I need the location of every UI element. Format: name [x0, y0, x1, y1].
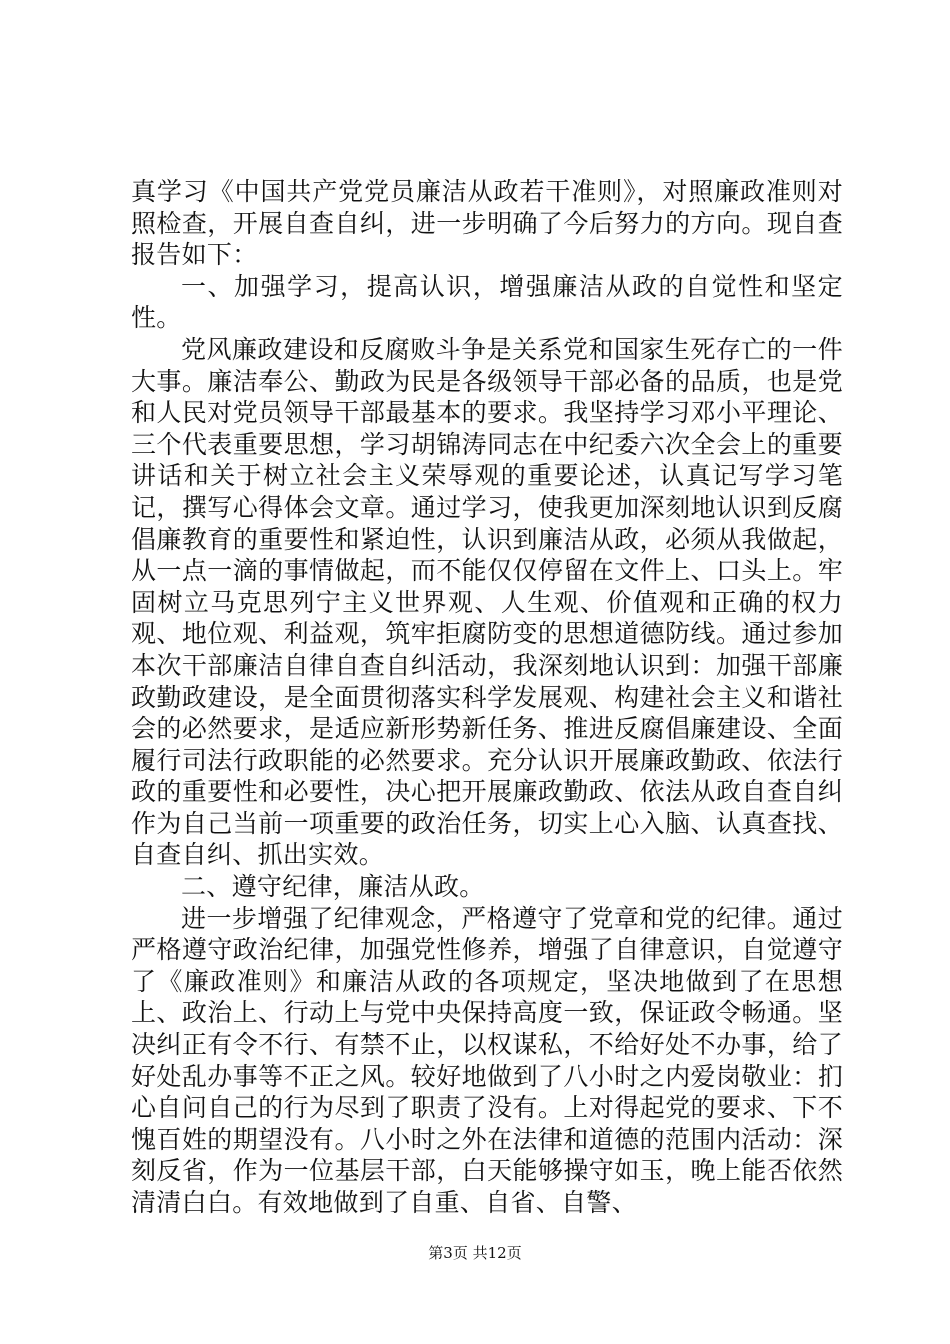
section-heading-2: 二、遵守纪律，廉洁从政。 — [181, 872, 485, 902]
paragraph-continuation: 真学习《中国共产党党员廉洁从政若干准则》，对照廉政准则对照检查，开展自查自纠，进一步明确了今后努力的方向。现自查报告如下： — [131, 177, 843, 270]
page-number: 第3页 共12页 — [428, 1244, 522, 1262]
document-body — [131, 176, 843, 1219]
paragraph-study: 党风廉政建设和反腐败斗争是关系党和国家生死存亡的一件大事。廉洁奉公、勤政为民是各级领导干部必备的品质，也是党和人民对党员领导干部最基本的要求。我坚持学习邓小平理论、三个代表重要思想，学习胡锦涛同志在中纪委六次全会上的重要讲话和关于树立社会主义荣辱观的重要论述，认真记写学习笔记，撰写心得体会文章。通过学习，使我更加深刻地认识到反腐倡廉教育的重要性和紧迫性，认识到廉洁从政，必须从我做起，从一点一滴的事情做起，而不能仅仅停留在文件上、口头上。牢固树立马克思列宁主义世界观、人生观、价值观和正确的权力观、地位观、利益观，筑牢拒腐防变的思想道德防线。通过参加本次干部廉洁自律自查自纠活动，我深刻地认识到：加强干部廉政勤政建设，是全面贯彻落实科学发展观、构建社会主义和谐社会的必然要求，是适应新形势新任务、推进反腐倡廉建设、全面履行司法行政职能的必然要求。充分认识开展廉政勤政、依法行政的重要性和必要性，决心把开展廉政勤政、依法从政自查自纠作为自己当前一项重要的政治任务，切实上心入脑、认真查找、自查自纠、抓出实效。 — [131, 334, 843, 870]
section-heading-1: 一、加强学习，提高认识，增强廉洁从政的自觉性和坚定性。 — [131, 271, 843, 333]
paragraph-discipline: 进一步增强了纪律观念，严格遵守了党章和党的纪律。通过严格遵守政治纪律，加强党性修养，增强了自律意识，自觉遵守了《廉政准则》和廉洁从政的各项规定，坚决地做到了在思想上、政治上、行动上与党中央保持高度一致，保证政令畅通。坚决纠正有令不行、有禁不止，以权谋私，不给好处不办事，给了好处乱办事等不正之风。较好地做到了八小时之内爱岗敬业：扪心自问自己的行为尽到了职责了没有。上对得起党的要求、下不愧百姓的期望没有。八小时之外在法律和道德的范围内活动：深刻反省，作为一位基层干部，白天能够操守如玉，晚上能否依然清清白白。有效地做到了自重、自省、自警、 — [131, 903, 843, 1217]
